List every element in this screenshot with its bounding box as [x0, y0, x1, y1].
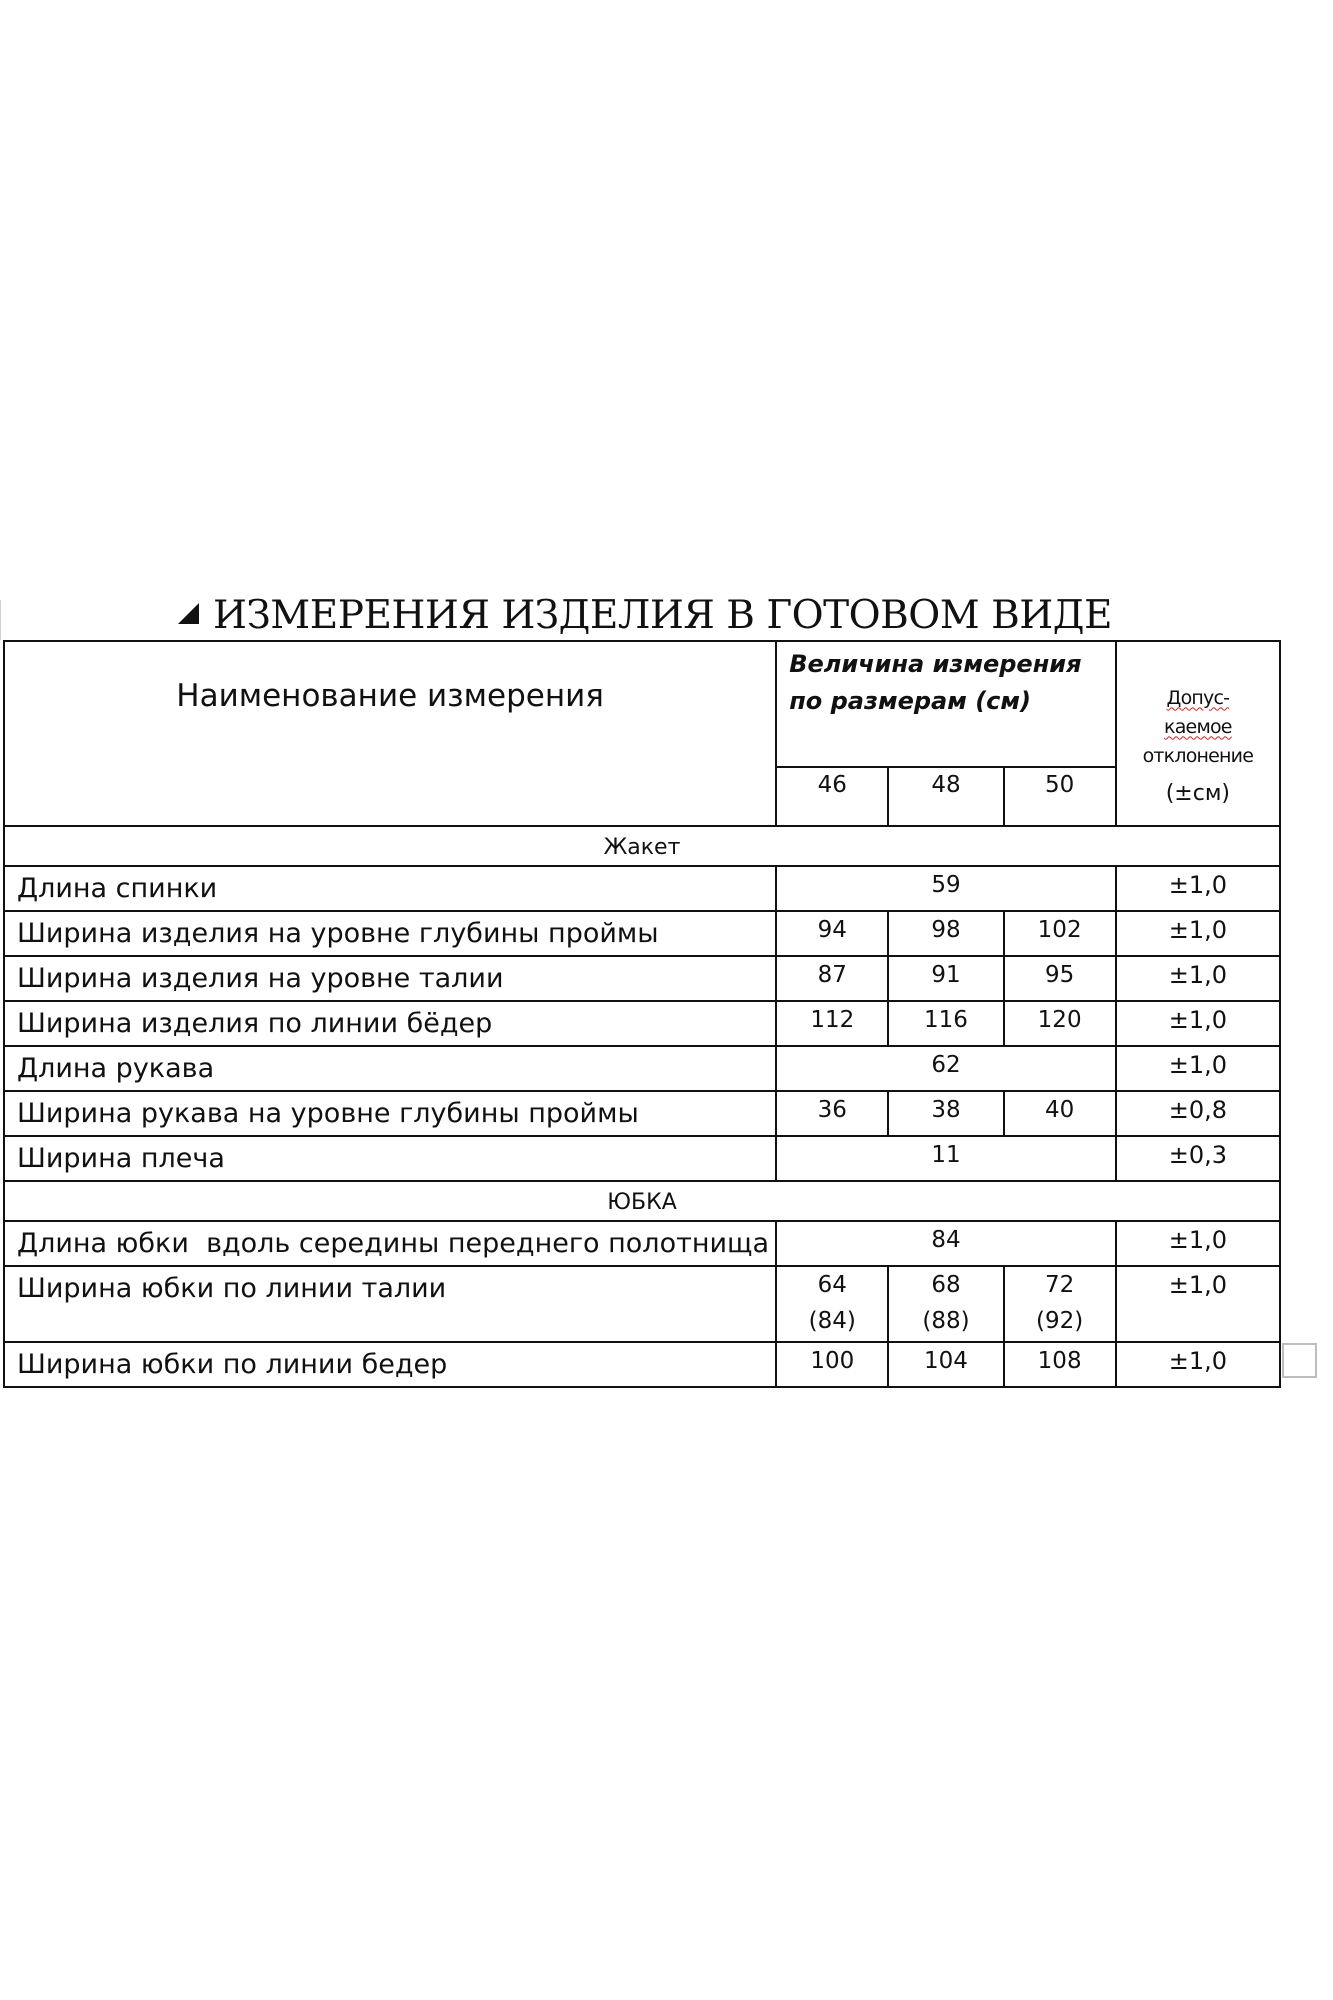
table-row — [4, 866, 1280, 911]
measurement-value-size-48 — [888, 1001, 1003, 1046]
measurement-subvalue: (84) — [808, 1308, 856, 1334]
measurement-value-size-48 — [888, 1266, 1003, 1342]
measurement-value: 94 — [817, 917, 847, 943]
measurement-value-size-48 — [888, 1342, 1003, 1387]
section-row — [4, 1181, 1280, 1221]
header-measurement-name — [4, 641, 776, 826]
measurement-value: 72 — [1044, 1272, 1075, 1298]
table-row — [4, 911, 1280, 956]
header-size-50: 50 — [1004, 767, 1116, 826]
measurement-value-all-sizes: 84 — [776, 1221, 1116, 1266]
measurement-value-size-48 — [888, 956, 1003, 1001]
measurement-tolerance: ±1,0 — [1116, 1046, 1280, 1091]
table-row — [4, 1266, 1280, 1342]
measurement-value: 64 — [817, 1272, 847, 1298]
measurement-name: Ширина рукава на уровне глубины проймы — [4, 1091, 776, 1136]
measurement-tolerance: ±1,0 — [1116, 1342, 1280, 1387]
section-row — [4, 826, 1280, 866]
measurement-value-size-46 — [776, 1342, 888, 1387]
table-row — [4, 1221, 1280, 1266]
table-row — [4, 1342, 1280, 1387]
measurement-name: Ширина изделия на уровне глубины проймы — [4, 911, 776, 956]
header-size-values-label: Величина измерения по размерам (см) — [789, 650, 1082, 715]
measurement-tolerance: ±0,3 — [1116, 1136, 1280, 1181]
measurement-value-size-46 — [776, 956, 888, 1001]
measurement-subvalue: (88) — [922, 1308, 970, 1334]
measurement-value-size-50 — [1004, 1091, 1116, 1136]
measurement-value: 36 — [817, 1097, 847, 1123]
measurement-value: 102 — [1037, 917, 1082, 943]
measurement-value-all-sizes: 62 — [776, 1046, 1116, 1091]
header-tolerance-units: (±см) — [1165, 780, 1230, 806]
measurement-value-size-46 — [776, 911, 888, 956]
measurement-tolerance: ±1,0 — [1116, 866, 1280, 911]
measurement-value-size-50 — [1004, 956, 1116, 1001]
measurement-name: Ширина юбки по линии талии — [4, 1266, 776, 1342]
measurement-value-size-50 — [1004, 1342, 1116, 1387]
section-title: ЮБКА — [4, 1181, 1280, 1221]
measurements-table — [3, 640, 1281, 1388]
page-margin-edge — [0, 600, 1, 640]
measurement-value-size-50 — [1004, 1001, 1116, 1046]
table-resize-handle-icon[interactable] — [1282, 1343, 1317, 1378]
measurement-value: 40 — [1044, 1097, 1075, 1123]
table-header-row — [4, 641, 1280, 767]
measurement-value-size-50 — [1004, 911, 1116, 956]
measurement-value: 91 — [931, 962, 961, 988]
measurement-tolerance: ±1,0 — [1116, 956, 1280, 1001]
measurement-value-size-48 — [888, 1091, 1003, 1136]
table-row — [4, 1136, 1280, 1181]
measurement-name: Ширина изделия на уровне талии — [4, 956, 776, 1001]
measurement-value: 108 — [1037, 1348, 1082, 1374]
measurement-value: 68 — [931, 1272, 961, 1298]
measurement-name: Ширина плеча — [4, 1136, 776, 1181]
measurement-value: 104 — [924, 1348, 968, 1374]
collapse-triangle-icon[interactable] — [178, 603, 199, 624]
section-title: Жакет — [4, 826, 1280, 866]
measurement-value-size-50 — [1004, 1266, 1116, 1342]
table-row — [4, 956, 1280, 1001]
table-row — [4, 1001, 1280, 1046]
header-tolerance-line-2: каемое — [1164, 715, 1232, 738]
measurement-value: 100 — [810, 1348, 855, 1374]
measurement-value: 98 — [931, 917, 961, 943]
table-row — [4, 1046, 1280, 1091]
measurement-name: Длина спинки — [4, 866, 776, 911]
document-heading — [178, 590, 1112, 640]
measurement-name: Ширина изделия по линии бёдер — [4, 1001, 776, 1046]
measurement-name: Длина рукава — [4, 1046, 776, 1091]
measurement-value-size-46 — [776, 1091, 888, 1136]
document-title: ИЗМЕРЕНИЯ ИЗДЕЛИЯ В ГОТОВОМ ВИДЕ — [213, 592, 1112, 638]
header-size-46: 46 — [776, 767, 888, 826]
measurement-value: 38 — [931, 1097, 961, 1123]
header-tolerance-line-1: Допус- — [1166, 686, 1230, 709]
header-tolerance — [1116, 641, 1280, 826]
measurement-subvalue: (92) — [1036, 1308, 1084, 1334]
measurement-name: Длина юбки вдоль середины переднего полотнища — [4, 1221, 776, 1266]
measurement-tolerance: ±1,0 — [1116, 911, 1280, 956]
table-row — [4, 1091, 1280, 1136]
measurement-value-size-48 — [888, 911, 1003, 956]
header-measurement-name-label: Наименование измерения — [176, 678, 604, 714]
measurement-tolerance: ±1,0 — [1116, 1221, 1280, 1266]
header-size-values-group — [776, 641, 1116, 767]
measurement-value-size-46 — [776, 1001, 888, 1046]
measurement-value-all-sizes: 59 — [776, 866, 1116, 911]
header-tolerance-line-3: отклонение — [1142, 744, 1254, 767]
measurement-name: Ширина юбки по линии бедер — [4, 1342, 776, 1387]
measurement-tolerance: ±1,0 — [1116, 1266, 1280, 1342]
measurement-value: 112 — [810, 1007, 855, 1033]
measurement-value: 87 — [817, 962, 847, 988]
measurement-value: 95 — [1044, 962, 1075, 988]
measurement-value: 120 — [1037, 1007, 1082, 1033]
header-size-48: 48 — [888, 767, 1003, 826]
measurement-value-all-sizes: 11 — [776, 1136, 1116, 1181]
measurement-tolerance: ±1,0 — [1116, 1001, 1280, 1046]
measurement-value-size-46 — [776, 1266, 888, 1342]
measurement-value: 116 — [924, 1007, 968, 1033]
measurement-tolerance: ±0,8 — [1116, 1091, 1280, 1136]
